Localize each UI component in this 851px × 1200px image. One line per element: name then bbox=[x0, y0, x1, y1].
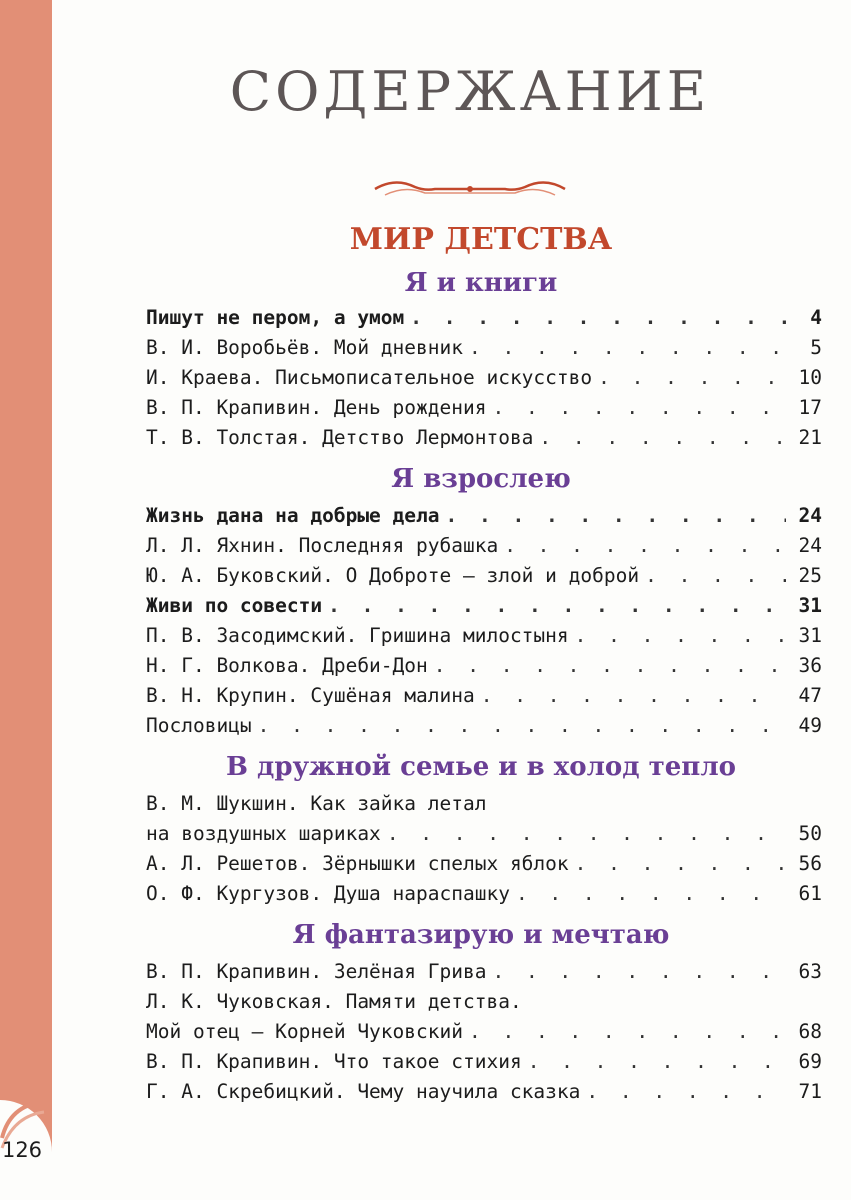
toc-entry[interactable] bbox=[146, 1050, 822, 1080]
toc-entry-text: П. В. Засодимский. Гришина милостыня bbox=[146, 624, 569, 647]
toc-entry[interactable] bbox=[146, 336, 822, 366]
toc-entry[interactable] bbox=[146, 852, 822, 882]
toc-entry-page: 47 bbox=[798, 684, 822, 707]
leader-dots bbox=[434, 654, 786, 677]
toc-entry[interactable] bbox=[146, 714, 822, 744]
toc-entry-page: 21 bbox=[798, 426, 822, 449]
toc-entry-text: О. Ф. Кургузов. Душа нараспашку bbox=[146, 882, 510, 905]
toc-entry-text: В. И. Воробьёв. Мой дневник bbox=[146, 336, 463, 359]
leader-dots bbox=[328, 594, 786, 617]
toc-entry-page: 31 bbox=[798, 624, 822, 647]
toc-entry[interactable] bbox=[146, 504, 822, 534]
toc-entry[interactable] bbox=[146, 594, 822, 624]
toc-entry-page: 49 bbox=[798, 714, 822, 737]
toc-entry-text: Н. Г. Волкова. Дреби-Дон bbox=[146, 654, 428, 677]
toc-entry[interactable] bbox=[146, 564, 822, 594]
title-ornament-icon bbox=[365, 175, 575, 201]
leader-dots bbox=[492, 396, 786, 419]
toc-entry-text: Живи по совести bbox=[146, 594, 323, 617]
toc-entry-page: 63 bbox=[798, 960, 822, 983]
toc-entry-page: 5 bbox=[810, 336, 822, 359]
leader-dots bbox=[258, 714, 786, 737]
toc-entry-text: В. П. Крапивин. Зелёная Грива bbox=[146, 960, 487, 983]
subsection-title-family: В дружной семье и в холод тепло bbox=[225, 752, 737, 782]
section-title: МИР ДЕТСТВА bbox=[349, 222, 613, 257]
toc-entry-text[interactable]: В. М. Шукшин. Как зайка летал bbox=[146, 792, 487, 815]
toc-entry[interactable] bbox=[146, 396, 822, 426]
toc-entry[interactable] bbox=[146, 1020, 822, 1050]
leader-dots bbox=[645, 564, 786, 587]
toc-entry-text: А. Л. Решетов. Зёрнышки спелых яблок bbox=[146, 852, 569, 875]
toc-entry-text: на воздушных шариках bbox=[146, 822, 381, 845]
toc-entry-page: 4 bbox=[810, 306, 822, 329]
toc-entry-page: 56 bbox=[798, 852, 822, 875]
leader-dots bbox=[575, 624, 786, 647]
leader-dots bbox=[469, 1020, 786, 1043]
toc-entry-page: 10 bbox=[798, 366, 822, 389]
toc-entry-page: 71 bbox=[798, 1080, 822, 1103]
toc-entry-page: 61 bbox=[798, 882, 822, 905]
leader-dots bbox=[469, 336, 786, 359]
toc-entry-text[interactable]: Л. К. Чуковская. Памяти детства. bbox=[146, 990, 522, 1013]
leader-dots bbox=[528, 1050, 786, 1073]
side-color-strip bbox=[0, 0, 52, 1200]
toc-entry-text: И. Краева. Письмописательное искусство bbox=[146, 366, 593, 389]
toc-entry[interactable] bbox=[146, 960, 822, 990]
toc-entry[interactable] bbox=[146, 306, 822, 336]
toc-entry-text: В. П. Крапивин. День рождения bbox=[146, 396, 487, 419]
toc-entry[interactable] bbox=[146, 822, 822, 852]
toc-entry-page: 17 bbox=[798, 396, 822, 419]
leader-dots bbox=[539, 426, 786, 449]
page-title: СОДЕРЖАНИЕ bbox=[229, 60, 711, 123]
toc-entry-text: Пишут не пером, а умом bbox=[146, 306, 405, 329]
toc-entry-page: 69 bbox=[798, 1050, 822, 1073]
leader-dots bbox=[387, 822, 786, 845]
toc-entry[interactable] bbox=[146, 684, 822, 714]
leader-dots bbox=[492, 960, 786, 983]
leader-dots bbox=[598, 366, 786, 389]
toc-entry-page: 24 bbox=[798, 504, 822, 527]
toc-entry-text: Г. А. Скребицкий. Чему научила сказка bbox=[146, 1080, 581, 1103]
toc-entry-text: Ю. А. Буковский. О Доброте — злой и доброй bbox=[146, 564, 640, 587]
toc-entry-page: 68 bbox=[798, 1020, 822, 1043]
leader-dots bbox=[504, 534, 786, 557]
toc-entry-text: Пословицы bbox=[146, 714, 252, 737]
page-number: 126 bbox=[1, 1138, 43, 1162]
subsection-title-dreams: Я фантазирую и мечтаю bbox=[292, 920, 670, 950]
leader-dots bbox=[446, 504, 787, 527]
toc-entry[interactable] bbox=[146, 366, 822, 396]
toc-entry-page: 50 bbox=[798, 822, 822, 845]
leader-dots bbox=[516, 882, 786, 905]
toc-entry-text: В. П. Крапивин. Что такое стихия bbox=[146, 1050, 522, 1073]
toc-entry-page: 36 bbox=[798, 654, 822, 677]
toc-entry-text: Мой отец — Корней Чуковский bbox=[146, 1020, 463, 1043]
toc-entry[interactable] bbox=[146, 426, 822, 456]
toc-entry-text: Л. Л. Яхнин. Последняя рубашка bbox=[146, 534, 499, 557]
toc-entry-page: 31 bbox=[798, 594, 822, 617]
toc-entry[interactable] bbox=[146, 534, 822, 564]
leader-dots bbox=[586, 1080, 786, 1103]
toc-entry[interactable] bbox=[146, 624, 822, 654]
toc-entry-page: 25 bbox=[798, 564, 822, 587]
subsection-title-growing-up: Я взрослею bbox=[391, 464, 571, 494]
leader-dots bbox=[575, 852, 786, 875]
toc-entry[interactable] bbox=[146, 654, 822, 684]
toc-entry[interactable] bbox=[146, 882, 822, 912]
toc-entry[interactable] bbox=[146, 1080, 822, 1110]
toc-entry-text: Т. В. Толстая. Детство Лермонтова bbox=[146, 426, 534, 449]
leader-dots bbox=[481, 684, 786, 707]
toc-entry-text: Жизнь дана на добрые дела bbox=[146, 504, 440, 527]
toc-entry-text: В. Н. Крупин. Сушёная малина bbox=[146, 684, 475, 707]
leader-dots bbox=[410, 306, 786, 329]
subsection-title-books: Я и книги bbox=[404, 268, 558, 298]
toc-entry-page: 24 bbox=[798, 534, 822, 557]
